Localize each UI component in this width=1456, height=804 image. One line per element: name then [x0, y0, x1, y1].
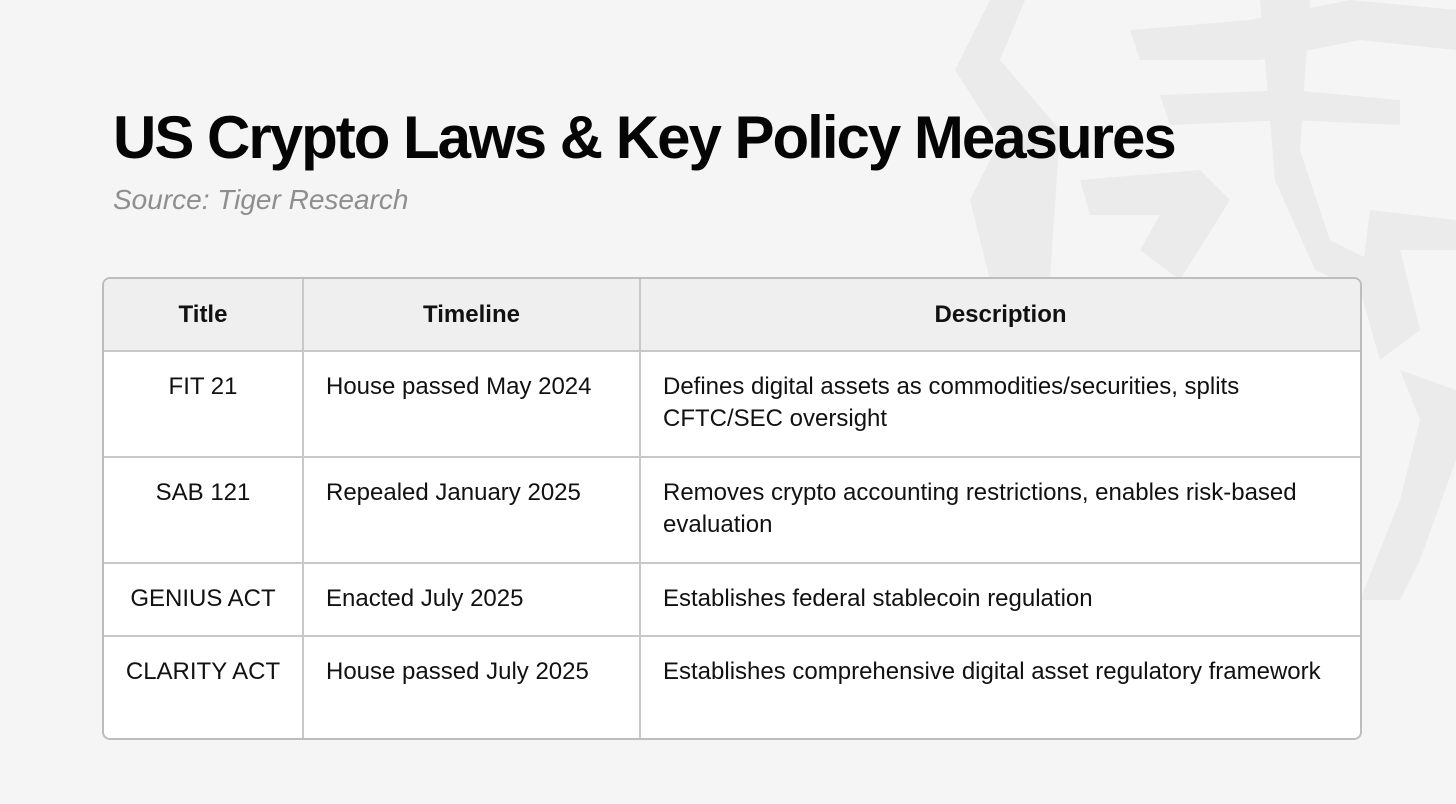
column-header-timeline: Timeline [303, 279, 640, 351]
cell-title: FIT 21 [168, 373, 238, 400]
table-header-row [104, 279, 1360, 351]
cell-title: CLARITY ACT [104, 636, 303, 738]
column-header-title: Title [104, 279, 303, 351]
cell-timeline: Repealed January 2025 [303, 457, 640, 563]
table-row [104, 563, 1360, 636]
table-row [104, 351, 1360, 457]
cell-description: Defines digital assets as commodities/securities, splits CFTC/SEC oversight [640, 351, 1360, 457]
policy-table [102, 277, 1362, 740]
cell-description: Establishes comprehensive digital asset regulatory framework [640, 636, 1360, 738]
cell-timeline: House passed May 2024 [303, 351, 640, 457]
cell-timeline: House passed July 2025 [303, 636, 640, 738]
page-title: US Crypto Laws & Key Policy Measures [113, 104, 1175, 171]
table-row [104, 636, 1360, 738]
cell-title: GENIUS ACT [104, 563, 303, 636]
table-row [104, 457, 1360, 563]
column-header-description: Description [640, 279, 1360, 351]
cell-description: Removes crypto accounting restrictions, enables risk-based evaluation [640, 457, 1360, 563]
cell-timeline: Enacted July 2025 [303, 563, 640, 636]
cell-description: Establishes federal stablecoin regulation [640, 563, 1360, 636]
cell-title: SAB 121 [104, 457, 303, 563]
page-subtitle-source: Source: Tiger Research [113, 184, 409, 215]
